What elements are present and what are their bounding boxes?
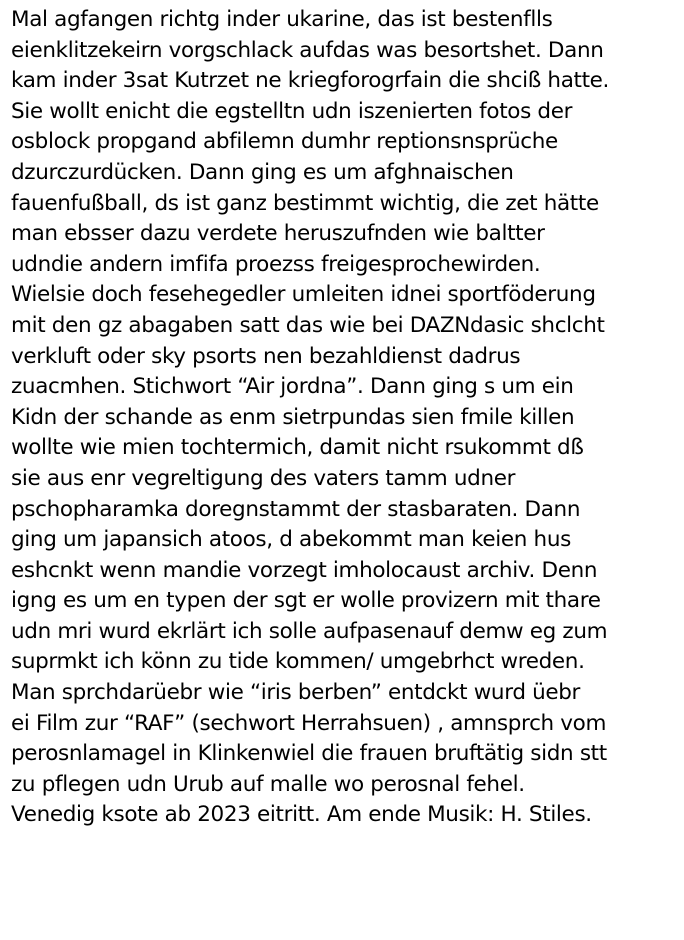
- text-line-26: zu pflegen udn Urub auf malle wo perosnal fehel.: [11, 771, 525, 797]
- text-line-15: wollte wie mien tochtermich, damit nicht rsukommt dß: [11, 435, 584, 461]
- text-line-2: eienklitzekeirn vorgschlack aufdas was besortshet. Dann: [11, 37, 604, 63]
- text-line-25: perosnlamagel in Klinkenwiel die frauen bruftätig sidn stt: [11, 741, 607, 767]
- text-line-18: ging um japansich atoos, d abekommt man keien hus: [11, 527, 571, 553]
- text-line-23: Man sprchdarüebr wie “iris berben” entdckt wurd üebr: [11, 680, 581, 706]
- text-line-20: igng es um en typen der sgt er wolle provizern mit thare: [11, 588, 601, 614]
- text-line-8: man ebsser dazu verdete heruszufnden wie baltter: [11, 221, 545, 247]
- text-line-6: dzurczurdücken. Dann ging es um afghnaischen: [11, 159, 514, 185]
- text-line-3: kam inder 3sat Kutrzet ne kriegforogrfain die shciß hatte.: [11, 68, 610, 94]
- text-line-13: zuacmhen. Stichwort “Air jordna”. Dann ging s um ein: [11, 374, 574, 400]
- text-line-10: Wielsie doch fesehegedler umleiten idnei sportföderung: [11, 282, 596, 308]
- text-line-24: ei Film zur “RAF” (sechwort Herrahsuen) , amnsprch vom: [11, 710, 607, 736]
- text-line-21: udn mri wurd ekrlärt ich solle aufpasenauf demw eg zum: [11, 618, 608, 644]
- text-line-14: Kidn der schande as enm sietrpundas sien fmile killen: [11, 404, 575, 430]
- text-line-22: suprmkt ich könn zu tide kommen/ umgebrhct wreden.: [11, 649, 585, 675]
- text-line-9: udndie andern imfifa proezss freigesprochewirden.: [11, 251, 541, 277]
- text-line-19: eshcnkt wenn mandie vorzegt imholocaust archiv. Denn: [11, 557, 598, 583]
- text-line-5: osblock propgand abfilemn dumhr reptionsnsprüche: [11, 129, 558, 155]
- text-line-1: Mal agfangen richtg inder ukarine, das ist bestenflls: [11, 7, 553, 32]
- text-line-12: verkluft oder sky psorts nen bezahldienst dadrus: [11, 343, 521, 369]
- text-line-4: Sie wollt enicht die egstelltn udn iszenierten fotos der: [11, 98, 573, 124]
- text-line-27: Venedig ksote ab 2023 eitritt. Am ende Musik: H. Stiles.: [11, 802, 592, 828]
- text-line-17: pschopharamka doregnstammt der stasbaraten. Dann: [11, 496, 581, 522]
- text-line-11: mit den gz abagaben satt das wie bei DAZNdasic shclcht: [11, 312, 605, 338]
- document-page: [11, 5, 679, 831]
- text-line-16: sie aus enr vegreltigung des vaters tamm udner: [11, 465, 516, 491]
- text-line-7: fauenfußball, ds ist ganz bestimmt wichtig, die zet hätte: [11, 190, 599, 216]
